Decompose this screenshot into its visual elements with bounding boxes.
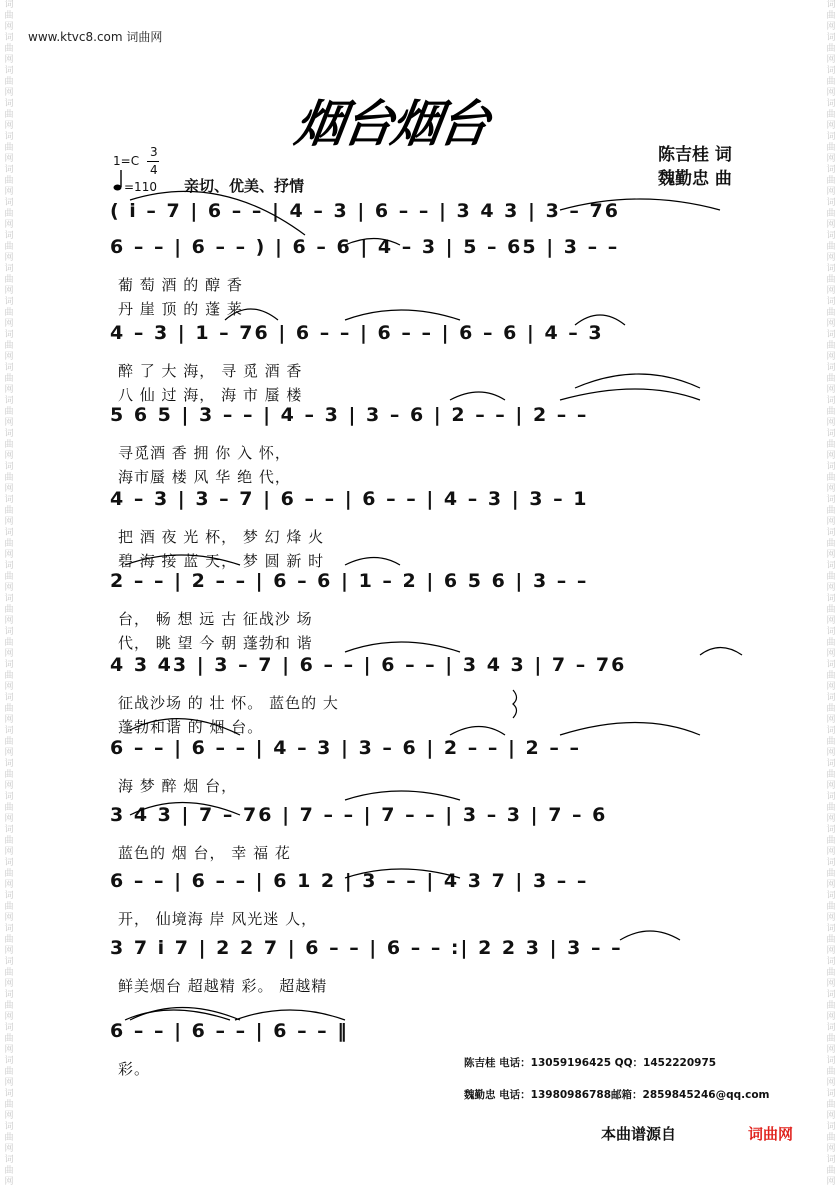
lyrics-verse-1: 寻觅酒 香 拥 你 入 怀， [118, 444, 291, 462]
watermark-text: 词曲网词曲网词曲网词曲网词曲网词曲网词曲网词曲网词曲网词曲网词曲网词曲网词曲网词曲网词曲网词曲网词曲网词曲网词曲网词曲网词曲网词曲网词曲网词曲网词曲网词曲网词曲网词曲网词曲网词曲网词曲网词曲网词曲网词曲网词曲网词曲网 [4, 0, 14, 1187]
notation: 3 7 i 7 | 2 2 7 | 6 – – | 6 – – :| 2 2 3 | 3 – – [110, 937, 623, 959]
composer-credit: 魏勤忠 曲 [658, 169, 732, 189]
time-signature-bottom: 4 [150, 163, 158, 177]
lyrics-verse-2: 代， 眺 望 今 朝 蓬勃和 谐 [118, 634, 313, 652]
slur [130, 1008, 240, 1021]
score-row [110, 322, 762, 404]
slur [450, 727, 505, 736]
brace [513, 690, 517, 718]
notation: ( i – 7 | 6 – – | 4 – 3 | 6 – – | 3 4 3 | 3 – 76 [110, 200, 620, 222]
slur [345, 310, 460, 320]
contact-lyricist: 陈吉桂 电话：13059196425 QQ：1452220975 [464, 1057, 717, 1069]
footer-source-label: 本曲谱源自 [601, 1125, 677, 1143]
notation: 3 4 3 | 7 – 76 | 7 – – | 7 – – | 3 – 3 | 7 – 6 [110, 804, 608, 826]
notation: 6 – – | 6 – – ) | 6 – 6 | 4 – 3 | 5 – 65 | 3 – – [110, 236, 620, 258]
lyrics-verse-1: 海 梦 醉 烟 台， [118, 777, 238, 795]
notation: 4 – 3 | 3 – 7 | 6 – – | 6 – – | 4 – 3 | 3 – 1 [110, 488, 589, 510]
key-signature: 1=C [113, 154, 140, 168]
score-row [110, 488, 762, 570]
slur [575, 374, 700, 388]
lyrics-verse-2: 海市蜃 楼 风 华 绝 代， [118, 468, 291, 486]
slur [125, 1010, 230, 1020]
time-signature-divider [147, 161, 159, 162]
slur [345, 791, 460, 800]
lyrics-verse-1: 把 酒 夜 光 杯， 梦 幻 烽 火 [118, 528, 325, 546]
score-row [110, 737, 762, 795]
lyrics-verse-1: 醉 了 大 海， 寻 觅 酒 香 [118, 362, 303, 380]
score-row [110, 570, 762, 652]
quarter-note-icon [112, 168, 124, 196]
score-row [110, 404, 762, 486]
tempo-value: =110 [124, 180, 157, 194]
lyricist-credit: 陈吉桂 词 [658, 145, 732, 165]
lyrics-verse-2: 碧 海 接 蓝 天， 梦 圆 新 时 [118, 552, 325, 570]
notation: 6 – – | 6 – – | 6 – – ‖ [110, 1020, 349, 1042]
lyrics-verse-1: 开， 仙境海 岸 风光迷 人， [118, 910, 318, 928]
notation: 6 – – | 6 – – | 6 1 2 | 3 – – | 4 3 7 | 3 – – [110, 870, 589, 892]
song-title: 烟台烟台 [291, 94, 492, 153]
lyrics-verse-1: 彩。 [118, 1060, 151, 1078]
notation: 5 6 5 | 3 – – | 4 – 3 | 3 – 6 | 2 – – | 2 – – [110, 404, 589, 426]
score-row [110, 200, 762, 234]
footer-brand-link[interactable]: 词曲网 [748, 1125, 794, 1143]
lyrics-verse-2: 丹 崖 顶 的 蓬 莱 [118, 300, 243, 318]
lyrics-verse-1: 征战沙场 的 壮 怀。 蓝色的 大 [118, 694, 339, 712]
notation: 4 3 43 | 3 – 7 | 6 – – | 6 – – | 3 4 3 | 7 – 76 [110, 654, 627, 676]
lyrics-verse-2: 八 仙 过 海， 海 市 蜃 楼 [118, 386, 303, 404]
lyrics-verse-1: 蓝色的 烟 台， 幸 福 花 [118, 844, 291, 862]
contact-composer: 魏勤忠 电话：13980986788邮箱：2859845246@qq.com [464, 1089, 770, 1101]
slur [345, 558, 400, 566]
lyrics-verse-1: 台， 畅 想 远 古 征战沙 场 [118, 610, 313, 628]
lyrics-verse-2: 蓬勃和谐 的 烟 台。 [118, 718, 264, 736]
right-watermark-strip [824, 0, 838, 1187]
left-watermark-strip [2, 0, 16, 1187]
notation: 4 – 3 | 1 – 76 | 6 – – | 6 – – | 6 – 6 | 4 – 3 [110, 322, 604, 344]
notation: 6 – – | 6 – – | 4 – 3 | 3 – 6 | 2 – – | 2 – – [110, 737, 581, 759]
site-url[interactable]: www.ktvc8.com 词曲网 [28, 30, 163, 44]
notation: 2 – – | 2 – – | 6 – 6 | 1 – 2 | 6 5 6 | 3 – – [110, 570, 589, 592]
score-row [110, 870, 762, 928]
expression-marking: 亲切、优美、抒情 [184, 177, 305, 195]
score-row [110, 654, 762, 736]
score-row [110, 236, 762, 318]
score-row [110, 937, 762, 995]
slur [560, 389, 700, 400]
time-signature-top: 3 [150, 145, 158, 159]
slur [345, 642, 460, 652]
watermark-text: 词曲网词曲网词曲网词曲网词曲网词曲网词曲网词曲网词曲网词曲网词曲网词曲网词曲网词曲网词曲网词曲网词曲网词曲网词曲网词曲网词曲网词曲网词曲网词曲网词曲网词曲网词曲网词曲网词曲网词曲网词曲网词曲网词曲网词曲网词曲网词曲网 [826, 0, 836, 1187]
score-row [110, 804, 762, 862]
slur [450, 392, 505, 400]
lyrics-verse-1: 葡 萄 酒 的 醇 香 [118, 276, 243, 294]
slur [560, 723, 700, 736]
slur [235, 1010, 345, 1020]
lyrics-verse-1: 鲜美烟台 超越精 彩。 超越精 [118, 977, 328, 995]
